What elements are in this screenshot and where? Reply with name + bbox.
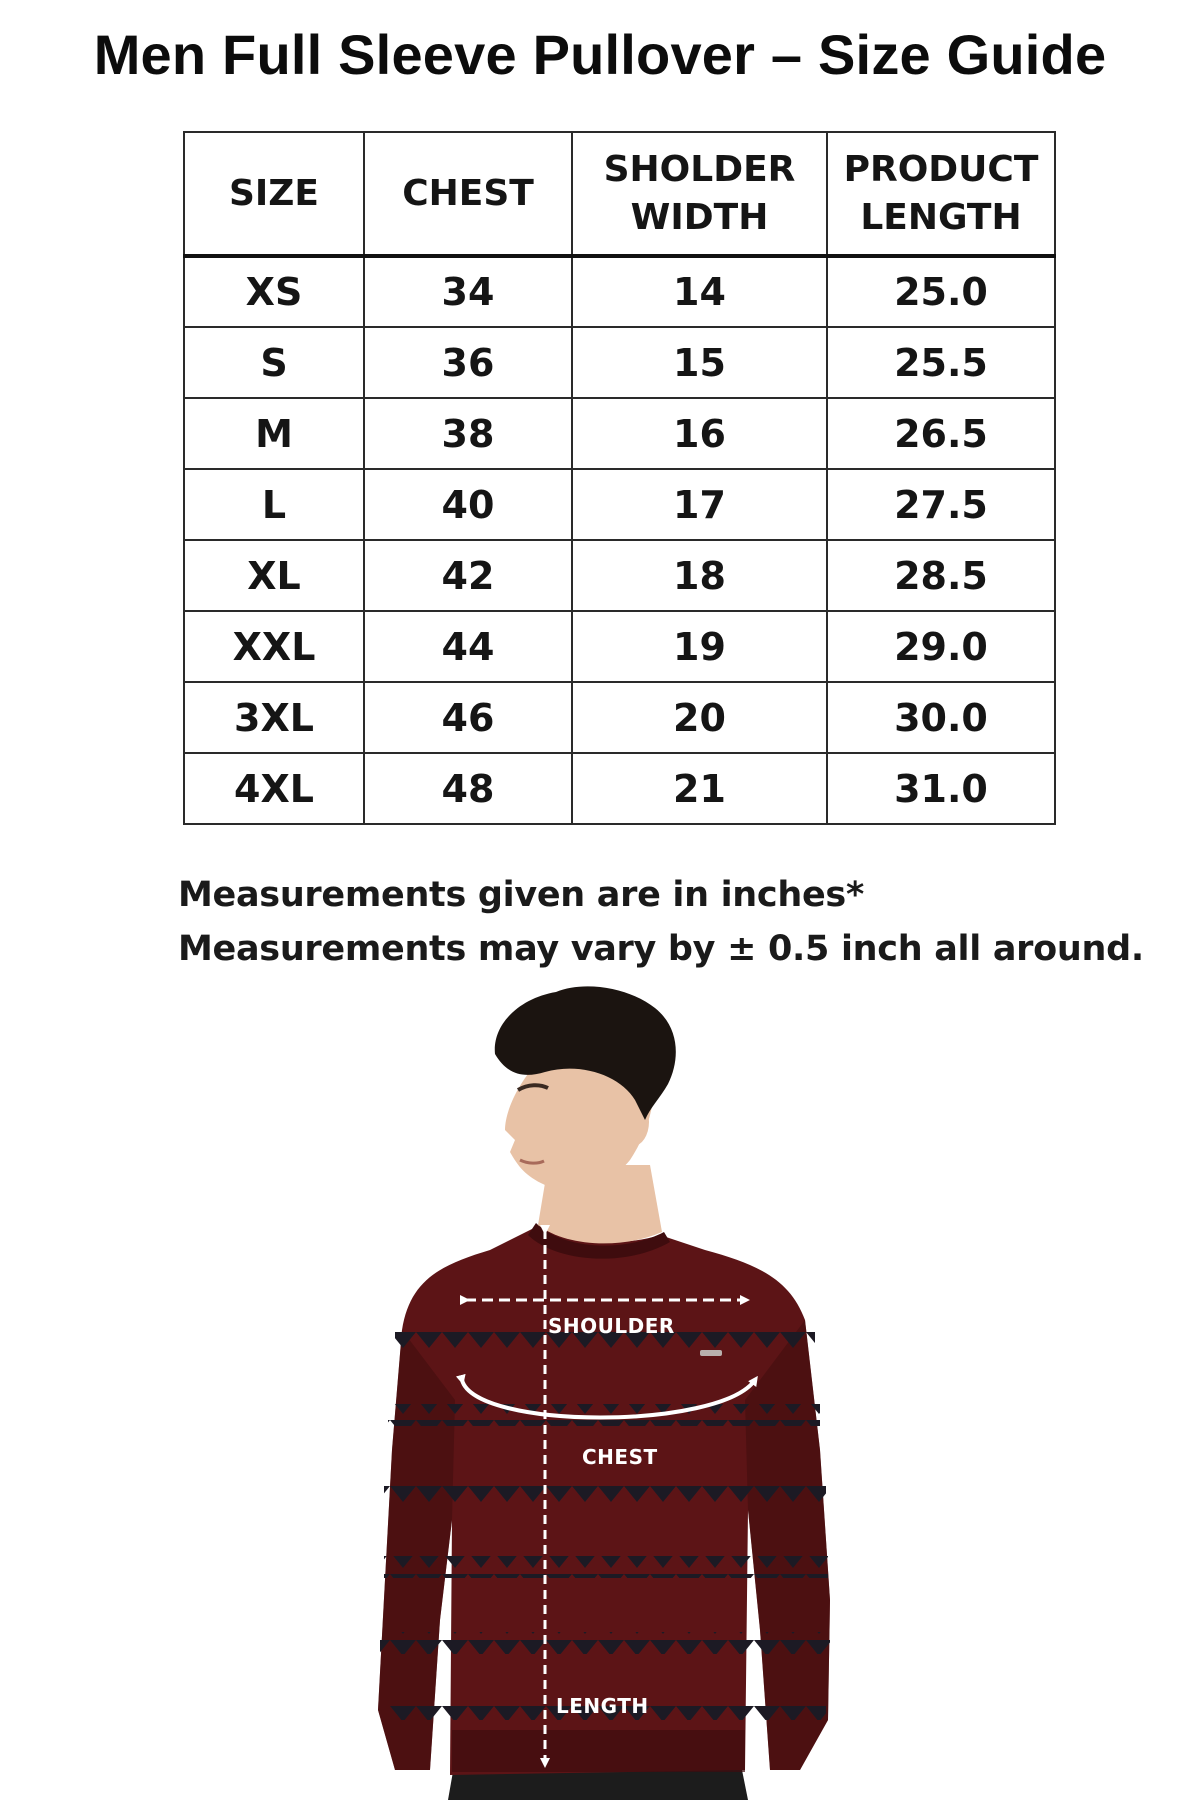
chest-cell: 42	[364, 540, 572, 611]
length-label: LENGTH	[556, 1694, 649, 1718]
chest-cell: 34	[364, 256, 572, 327]
chest-cell: 36	[364, 327, 572, 398]
header-product-length	[827, 132, 1055, 256]
shoulder-cell: 16	[572, 398, 827, 469]
table-row	[184, 682, 1055, 753]
length-cell: 26.5	[827, 398, 1055, 469]
size-cell: S	[184, 327, 364, 398]
length-cell: 27.5	[827, 469, 1055, 540]
length-cell: 25.0	[827, 256, 1055, 327]
pattern-stripe-5	[380, 1632, 830, 1654]
header-size-label: SIZE	[228, 172, 320, 214]
page-title: Men Full Sleeve Pullover – Size Guide	[93, 23, 1107, 86]
units-note: Measurements given are in inches*	[178, 875, 864, 915]
chest-cell: 46	[364, 682, 572, 753]
size-cell: XL	[184, 540, 364, 611]
chest-badge	[700, 1350, 722, 1356]
chest-label: CHEST	[582, 1445, 658, 1469]
length-cell: 31.0	[827, 753, 1055, 824]
chest-cell: 48	[364, 753, 572, 824]
header-shoulder-line1: SHOLDER	[603, 148, 796, 190]
header-length-line2: LENGTH	[860, 196, 1022, 238]
pattern-stripe-3	[384, 1480, 826, 1502]
table-row	[184, 256, 1055, 327]
shoulder-cell: 19	[572, 611, 827, 682]
shoulder-label: SHOULDER	[548, 1314, 675, 1338]
shoulder-cell: 21	[572, 753, 827, 824]
size-cell: XXL	[184, 611, 364, 682]
table-row	[184, 398, 1055, 469]
header-chest-label: CHEST	[402, 172, 534, 214]
size-cell: M	[184, 398, 364, 469]
length-cell: 29.0	[827, 611, 1055, 682]
shoulder-cell: 18	[572, 540, 827, 611]
shoulder-cell: 14	[572, 256, 827, 327]
shoulder-cell: 15	[572, 327, 827, 398]
chest-cell: 38	[364, 398, 572, 469]
header-shoulder-line2: WIDTH	[630, 196, 769, 238]
length-cell: 28.5	[827, 540, 1055, 611]
size-table-header-row	[184, 132, 1055, 256]
shoulder-cell: 17	[572, 469, 827, 540]
tolerance-note: Measurements may vary by ± 0.5 inch all around.	[178, 929, 1144, 969]
header-size	[184, 132, 364, 256]
size-chart-table	[183, 131, 1056, 825]
table-row	[184, 469, 1055, 540]
chest-cell: 40	[364, 469, 572, 540]
table-row	[184, 611, 1055, 682]
model-measurement-figure	[0, 980, 1200, 1800]
size-cell: 3XL	[184, 682, 364, 753]
length-cell: 30.0	[827, 682, 1055, 753]
size-cell: 4XL	[184, 753, 364, 824]
table-row	[184, 327, 1055, 398]
shoulder-cell: 20	[572, 682, 827, 753]
sweater-waistband	[452, 1730, 745, 1772]
header-chest	[364, 132, 572, 256]
pattern-stripe-4	[384, 1556, 828, 1578]
table-row	[184, 753, 1055, 824]
length-cell: 25.5	[827, 327, 1055, 398]
size-cell: XS	[184, 256, 364, 327]
pattern-stripe-2	[388, 1404, 820, 1426]
model-illustration	[0, 980, 1200, 1800]
table-row	[184, 540, 1055, 611]
size-cell: L	[184, 469, 364, 540]
header-length-line1: PRODUCT	[843, 148, 1039, 190]
header-shoulder-width	[572, 132, 827, 256]
measurement-notes	[178, 868, 1144, 976]
chest-cell: 44	[364, 611, 572, 682]
